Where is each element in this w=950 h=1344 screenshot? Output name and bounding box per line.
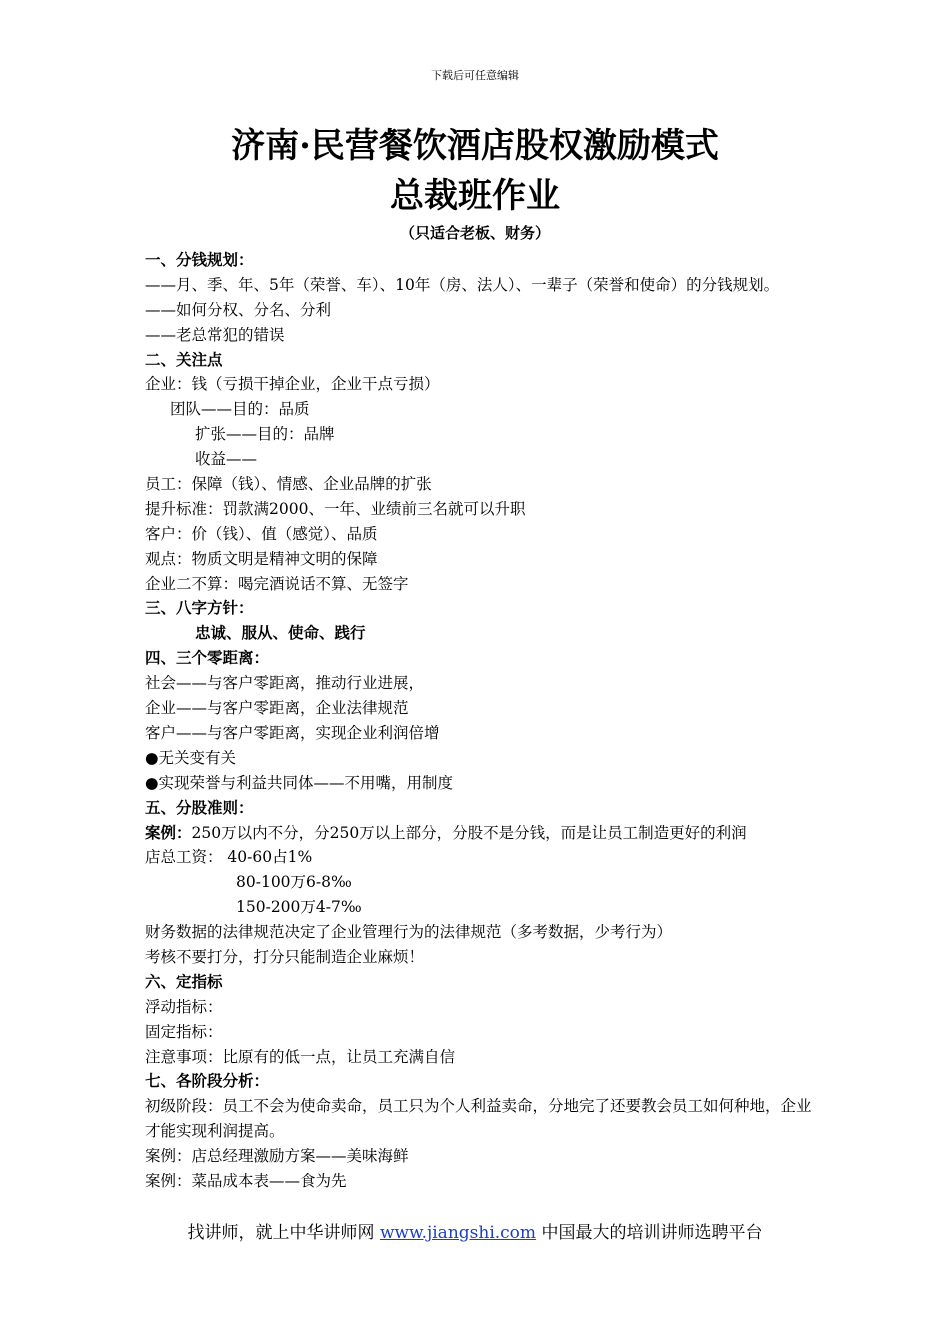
bullet-item: ●实现荣誉与利益共同体——不用嘴，用制度 <box>145 773 454 792</box>
paragraph: 客户：价（钱）、值（感觉）、品质 <box>145 524 378 543</box>
paragraph: ——月、季、年、5年（荣誉、车）、10年（房、法人）、一辈子（荣誉和使命）的分钱规划。 <box>145 275 780 294</box>
paragraph: 店总工资： 40-60占1% <box>145 848 313 867</box>
paragraph: 案例：菜品成本表——食为先 <box>145 1172 347 1190</box>
section-heading: 六、定指标 <box>145 971 223 991</box>
footer-prefix: 找讲师，就上中华讲师网 <box>187 1223 380 1243</box>
bullet-item: ●无关变有关 <box>145 748 237 767</box>
paragraph: 浮动指标： <box>145 997 223 1016</box>
paragraph: ——老总常犯的错误 <box>145 325 285 344</box>
section-heading: 三、八字方针： <box>145 598 254 618</box>
paragraph: 企业：钱（亏损干掉企业，企业干点亏损） <box>145 375 440 394</box>
paragraph: 固定指标： <box>145 1022 223 1041</box>
case-text: 250万以内不分，分250万以上部分，分股不是分钱，而是让员工制造更好的利润 <box>191 823 747 842</box>
paragraph: 提升标准：罚款满2000、一年、业绩前三名就可以升职 <box>145 499 526 518</box>
header-note: 下载后可任意编辑 <box>431 69 519 82</box>
paragraph: 财务数据的法律规范决定了企业管理行为的法律规范（多考数据，少考行为） <box>145 923 673 942</box>
motto: 忠诚、服从、使命、践行 <box>195 623 366 643</box>
paragraph: 企业二不算：喝完酒说话不算、无签字 <box>145 574 409 593</box>
section-heading: 二、关注点 <box>145 349 223 369</box>
paragraph: 收益—— <box>195 450 258 469</box>
section-heading: 四、三个零距离： <box>145 648 270 668</box>
paragraph: 考核不要打分，打分只能制造企业麻烦！ <box>145 947 425 966</box>
paragraph: 80-100万6-8‰ <box>236 873 352 892</box>
paragraph <box>145 821 815 846</box>
paragraph: 150-200万4-7‰ <box>236 898 362 917</box>
document-body <box>145 248 815 1194</box>
paragraph: ——如何分权、分名、分利 <box>145 300 332 319</box>
footer-link[interactable]: www.jiangshi.com <box>379 1223 537 1243</box>
paragraph: 注意事项：比原有的低一点，让员工充满自信 <box>145 1047 456 1066</box>
footer-suffix: 中国最大的培训讲师选聘平台 <box>536 1223 763 1243</box>
paragraph: 团队——目的：品质 <box>170 400 310 419</box>
document-subtitle-title: 总裁班作业 <box>390 176 560 216</box>
audience-note: （只适合老板、财务） <box>399 224 550 242</box>
paragraph: 案例：店总经理激励方案——美味海鲜 <box>145 1147 409 1166</box>
section-heading: 七、各阶段分析： <box>145 1071 270 1091</box>
footer <box>0 1218 950 1243</box>
paragraph: 社会——与客户零距离，推动行业进展， <box>145 674 425 693</box>
document-title: 济南·民营餐饮酒店股权激励模式 <box>231 126 719 166</box>
paragraph: 扩张——目的：品牌 <box>195 425 335 444</box>
paragraph: 员工：保障（钱）、情感、企业品牌的扩张 <box>145 475 432 494</box>
paragraph: 观点：物质文明是精神文明的保障 <box>145 549 378 568</box>
paragraph: 企业——与客户零距离，企业法律规范 <box>145 699 409 718</box>
paragraph: 初级阶段：员工不会为使命卖命，员工只为个人利益卖命，分地完了还要教会员工如何种地，企业才能实现利润提高。 <box>145 1097 812 1141</box>
case-label: 案例： <box>145 822 192 842</box>
section-heading: 一、分钱规划： <box>145 250 254 269</box>
paragraph: 客户——与客户零距离，实现企业利润倍增 <box>145 723 440 742</box>
section-heading: 五、分股准则： <box>145 797 254 817</box>
